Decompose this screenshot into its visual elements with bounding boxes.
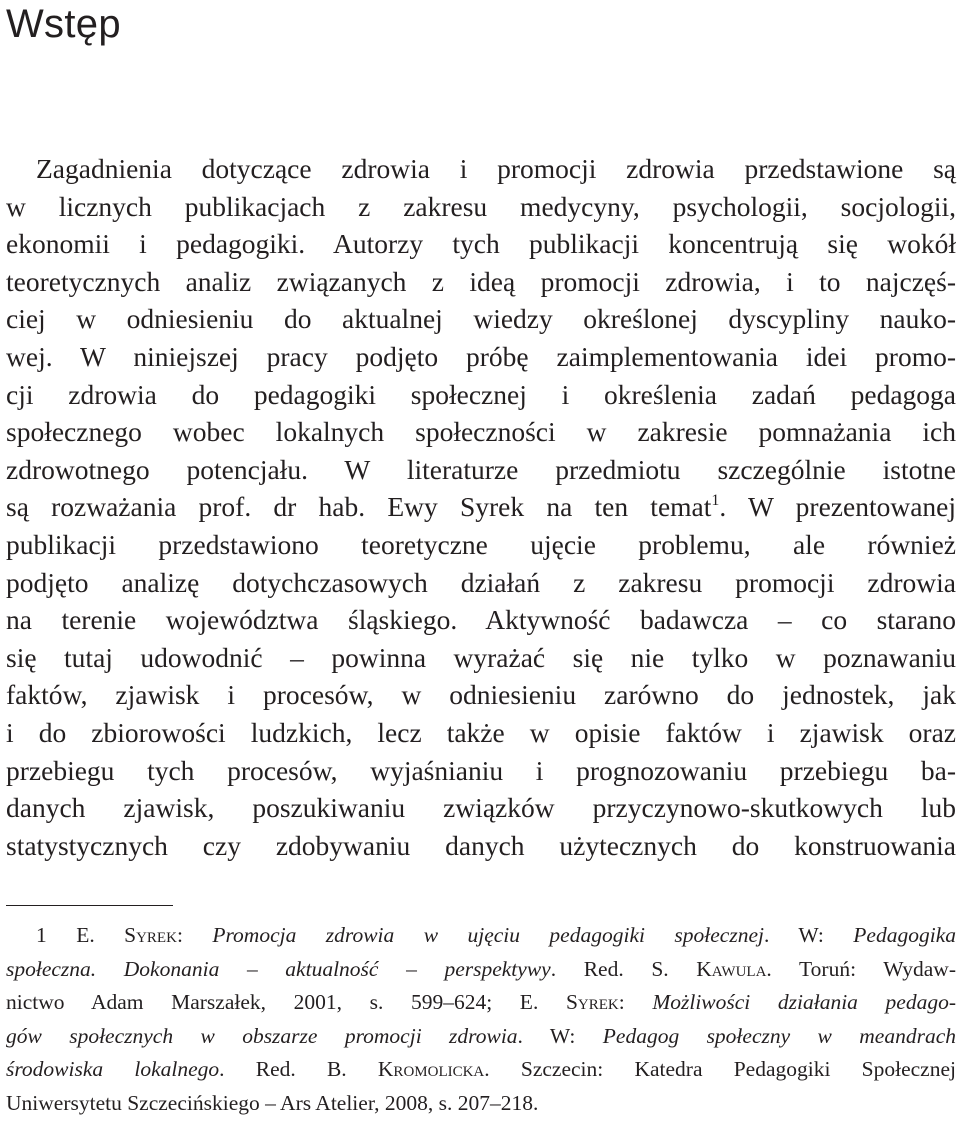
book-title: Promocja zdrowia w ujęciu pedagogiki społecznej: [212, 923, 764, 947]
footnote-separator: [6, 905, 173, 906]
footnote-number: 1: [36, 923, 47, 947]
paragraph-line: Zagadnienia dotyczące zdrowia i promocji zdrowia przedstawione są: [36, 153, 956, 184]
book-title: Możliwości działania pedago-: [652, 990, 956, 1015]
footnote-reference[interactable]: 1: [711, 492, 720, 510]
editor-name: Kawula: [696, 956, 767, 981]
book-title: Pedagogika: [853, 923, 956, 947]
paragraph-line: ciej w odniesieniu do aktualnej wiedzy określonej dyscypliny nauko-: [6, 303, 956, 335]
paragraph-line-with-footnote: [6, 488, 956, 526]
editor-name: Kromolicka: [377, 1057, 485, 1082]
paragraph-line: teoretycznych analiz związanych z ideą promocji zdrowia, i to najczęś-: [6, 265, 956, 297]
footnote-line: Uniwersytetu Szczecińskiego – Ars Atelier, 2008, s. 207–218.: [6, 1090, 539, 1115]
footnote-text: . Red. S.: [550, 956, 697, 981]
paragraph-line: na terenie województwa śląskiego. Aktywność badawcza – co starano: [6, 604, 956, 636]
footnote-line: [6, 986, 956, 1020]
footnote-text: :: [618, 990, 653, 1015]
paragraph-line: przebiegu tych procesów, wyjaśnianiu i prognozowaniu przebiegu ba-: [6, 754, 956, 786]
footnote-line: [6, 919, 956, 953]
paragraph-line: danych zjawisk, poszukiwaniu związków przyczynowo-skutkowych lub: [6, 792, 956, 824]
chapter-heading: Wstęp: [6, 2, 121, 46]
footnote-text: E.: [76, 923, 125, 947]
body-text: [6, 150, 956, 864]
footnote-text: . Red. B.: [219, 1057, 378, 1082]
paragraph-line: statystycznych czy zdobywaniu danych użytecznych do konstruowania: [6, 829, 956, 861]
book-title: społeczna. Dokonania – aktualność – perspektywy: [6, 956, 551, 981]
footnote-line: [6, 1053, 956, 1087]
paragraph-line: społecznego wobec lokalnych społeczności w zakresie pomnażania ich: [6, 416, 956, 448]
paragraph-line: publikacji przedstawiono teoretyczne ujęcie problemu, ale również: [6, 528, 956, 560]
book-title: Pedagog społeczny w meandrach: [602, 1023, 956, 1048]
author-name: Syrek: [565, 990, 619, 1015]
footnote-text: :: [176, 923, 213, 947]
paragraph-line: się tutaj udowodnić – powinna wyrażać się nie tylko w poznawaniu: [6, 641, 956, 673]
footnote-text: . W:: [517, 1023, 603, 1048]
footnote-text: . Szczecin: Katedra Pedagogiki Społecznej: [484, 1057, 956, 1082]
paragraph-line: faktów, zjawisk i procesów, w odniesieniu zarówno do jednostek, jak: [6, 679, 956, 711]
book-title: gów społecznych w obszarze promocji zdrowia: [6, 1023, 518, 1048]
paragraph-line: wej. W niniejszej pracy podjęto próbę zaimplementowania idei promo-: [6, 340, 956, 372]
paragraph-line: i do zbiorowości ludzkich, lecz także w opisie faktów i zjawisk oraz: [6, 716, 956, 748]
paragraph-line: ekonomii i pedagogiki. Autorzy tych publikacji koncentrują się wokół: [6, 228, 956, 260]
paragraph-line: zdrowotnego potencjału. W literaturze przedmiotu szczególnie istotne: [6, 453, 956, 485]
footnote-line: [6, 1020, 956, 1054]
line-text-tail: . W prezentowanej: [719, 491, 956, 523]
footnote-text: . W:: [763, 923, 854, 947]
paragraph-line: cji zdrowia do pedagogiki społecznej i określenia zadań pedagoga: [6, 378, 956, 410]
footnote-text: . Toruń: Wydaw-: [766, 956, 956, 981]
author-name: Syrek: [124, 923, 177, 947]
paragraph-line: podjęto analizę dotychczasowych działań z zakresu promocji zdrowia: [6, 566, 956, 598]
line-text: są rozważania prof. dr hab. Ewy Syrek na ten temat: [6, 491, 712, 523]
book-title: środowiska lokalnego: [6, 1057, 220, 1082]
footnote: [6, 919, 956, 1121]
footnote-text: nictwo Adam Marszałek, 2001, s. 599–624; E.: [6, 990, 566, 1015]
footnote-line: [6, 953, 956, 987]
paragraph-line: w licznych publikacjach z zakresu medycyny, psychologii, socjologii,: [6, 190, 956, 222]
